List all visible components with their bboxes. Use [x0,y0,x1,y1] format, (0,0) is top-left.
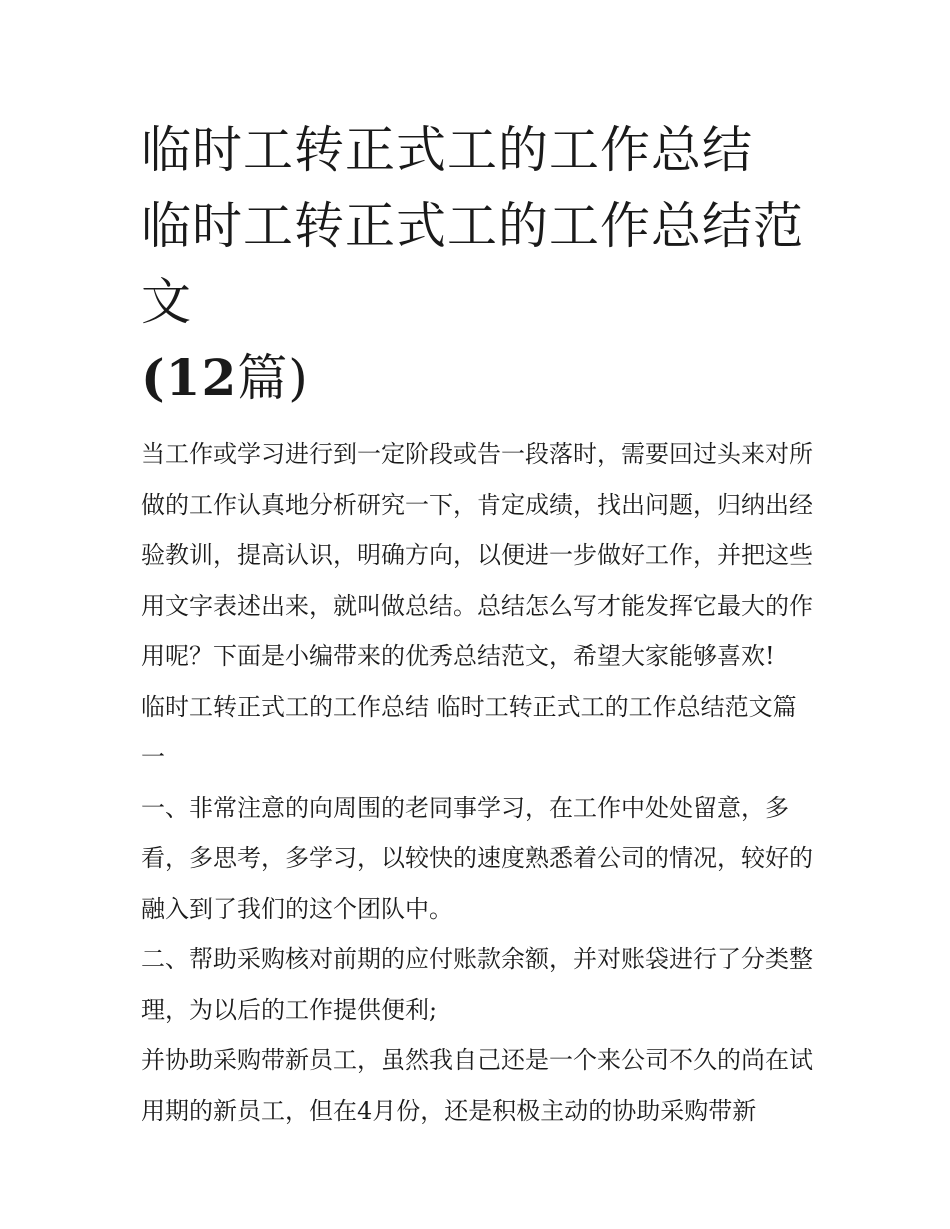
document-body [141,429,813,1136]
paragraph-item-2: 二、帮助采购核对前期的应付账款余额，并对账袋进行了分类整理，为以后的工作提供便利; [141,945,813,1024]
title-main: 临时工转正式工的工作总结 临时工转正式工的工作总结范文 [141,121,804,331]
paragraph-section-heading: 临时工转正式工的工作总结 临时工转正式工的工作总结范文篇一 [141,692,797,771]
paragraph-item-3: 并协助采购带新员工，虽然我自己还是一个来公司不久的尚在试用期的新员工，但在4月份，还是积极主动的协助采购带新 [141,1046,813,1125]
paragraph-item-1: 一、非常注意的向周围的老同事学习，在工作中处处留意，多看，多思考，多学习，以较快的速度熟悉着公司的情况，较好的融入到了我们的这个团队中。 [141,793,813,923]
paragraph-intro: 当工作或学习进行到一定阶段或告一段落时，需要回过头来对所做的工作认真地分析研究一下，肯定成绩，找出问题，归纳出经验教训，提高认识，明确方向，以便进一步做好工作，并把这些用文字表述出来，就叫做总结。总结怎么写才能发挥它最大的作用呢？下面是小编带来的优秀总结范文，希望大家能够喜欢! [141,440,813,670]
title-suffix: 篇) [237,349,309,407]
title-count: (12 [141,348,238,407]
document-title [141,112,813,416]
document-page [141,112,813,1136]
